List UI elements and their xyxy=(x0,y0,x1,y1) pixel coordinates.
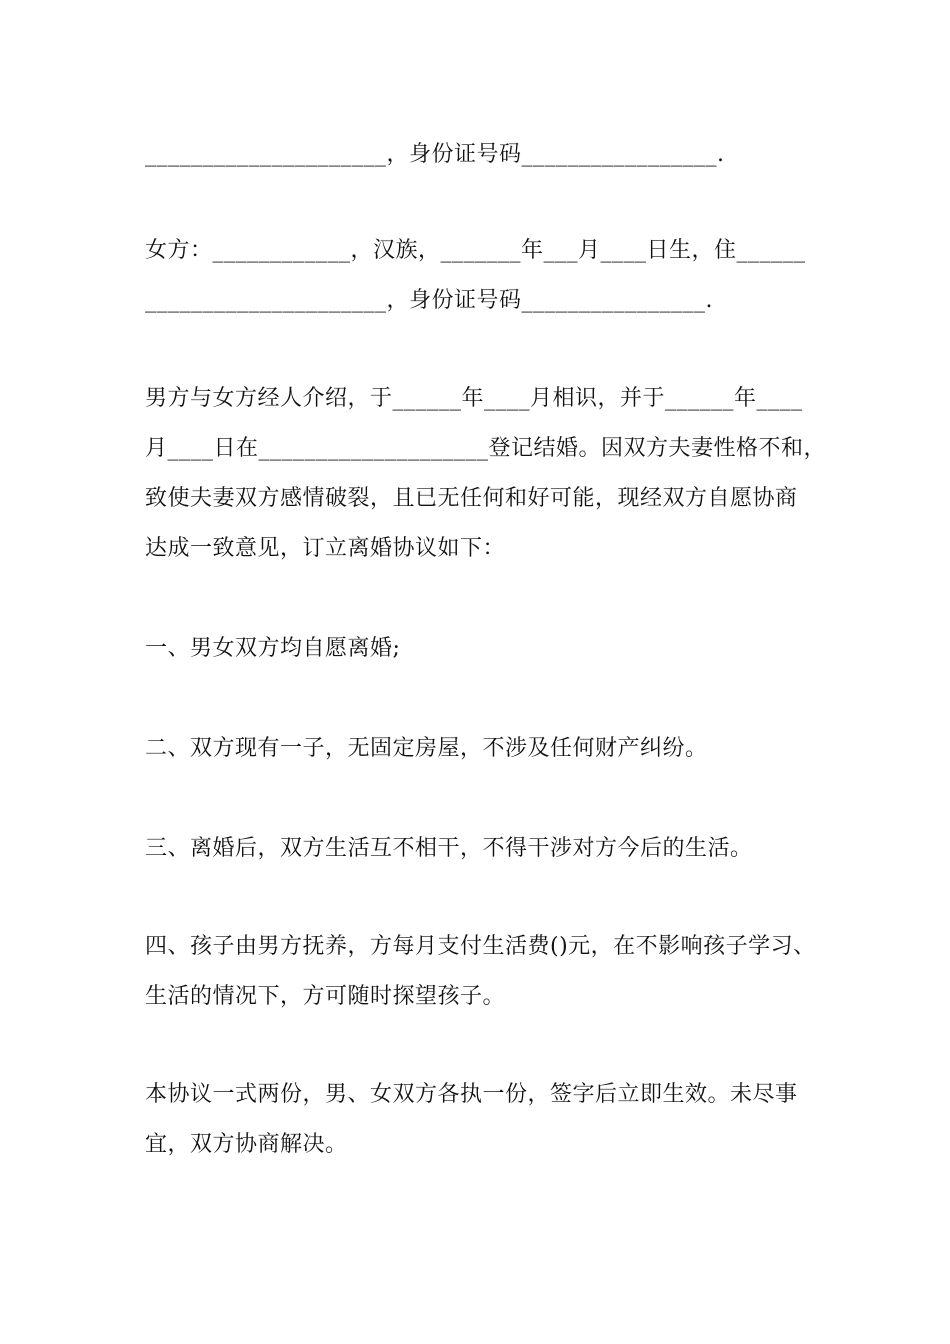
clause-3: 三、离婚后，双方生活互不相干，不得干涉对方今后的生活。 xyxy=(145,836,753,861)
female-info-line: 女方：____________，汉族，_______年___月____日生，住______ xyxy=(145,238,806,263)
clause-4-line-1: 四、孩子由男方抚养，方每月支付生活费()元，在不影响孩子学习、 xyxy=(145,934,816,959)
closing-line-1: 本协议一式两份，男、女双方各执一份，签字后立即生效。未尽事 xyxy=(145,1082,798,1107)
intro-paragraph-line-4: 达成一致意见，订立离婚协议如下： xyxy=(145,536,506,561)
intro-paragraph-line-2: 月____日在____________________登记结婚。因双方夫妻性格不和， xyxy=(145,436,827,461)
clause-2: 二、双方现有一子，无固定房屋，不涉及任何财产纠纷。 xyxy=(145,736,708,761)
closing-line-2: 宜，双方协商解决。 xyxy=(145,1132,348,1157)
clause-4-line-2: 生活的情况下，方可随时探望孩子。 xyxy=(145,984,506,1009)
intro-paragraph-line-1: 男方与女方经人介绍，于______年____月相识，并于______年____ xyxy=(145,386,803,411)
female-id-line: _____________________，身份证号码________________. xyxy=(145,288,713,313)
intro-paragraph-line-3: 致使夫妻双方感情破裂，且已无任何和好可能，现经双方自愿协商 xyxy=(145,486,798,511)
male-id-line: _____________________，身份证号码_________________. xyxy=(145,142,725,167)
clause-1: 一、男女双方均自愿离婚; xyxy=(145,636,401,661)
